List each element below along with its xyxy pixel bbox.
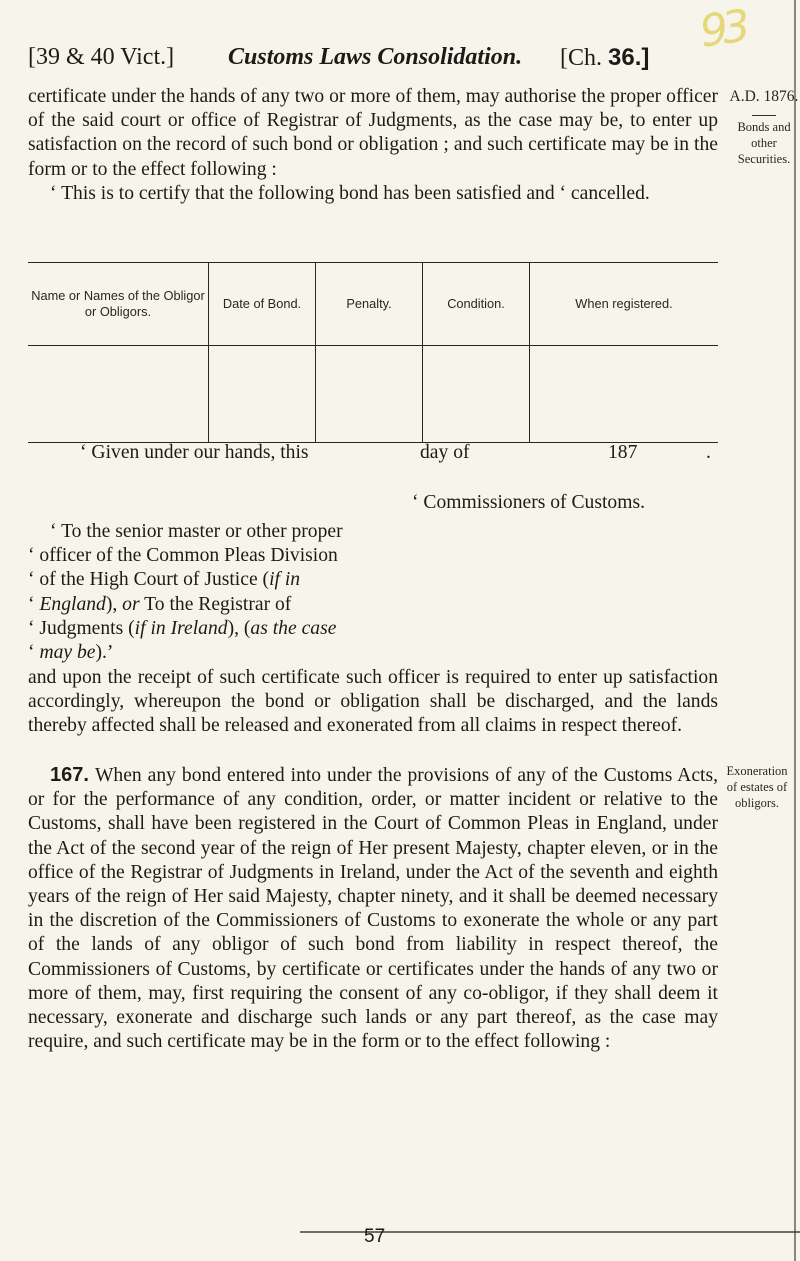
col-obligor: Name or Names of the Obligor or Obligors. (28, 263, 209, 346)
running-header (28, 44, 718, 78)
address-block: ‘ To the senior master or other proper ‘ officer of the Common Pleas Division ‘ of the High Court of Justice (if in ‘ England), or To the Registrar of ‘ Judgments (if in Ireland), (as the case ‘ may be).’ (28, 521, 343, 664)
page-number: 57 (364, 1226, 386, 1247)
chapter-number: 36.] (608, 44, 650, 71)
margin-year: A.D. 1876. (729, 88, 799, 105)
certificate-quote: ‘ This is to certify that the following bond has been satisfied and ‘ cancelled. (50, 182, 650, 204)
paragraph-satisfaction: and upon the receipt of such certificate such officer is required to enter up satisfaction accordingly, whereupon the bond or obligation shall be discharged, and the lands thereby affected shall be released and exonerated from all claims in respect thereof. (28, 667, 718, 737)
page-edge-right (794, 0, 796, 1261)
col-condition: Condition. (423, 263, 530, 346)
section-number: 167. (50, 764, 89, 786)
margin-rule (752, 115, 776, 116)
margin-note-bonds: A.D. 1876. Bonds and other Securities. (728, 85, 800, 167)
margin-note-exoneration: Exoneration of estates of obligors. (726, 764, 788, 810)
commissioners-signature: ‘ Commissioners of Customs. (412, 492, 645, 513)
col-penalty: Penalty. (316, 263, 423, 346)
paragraph-certificate: certificate under the hands of any two or more of them, may authorise the proper officer of the said court or office of Registrar of Judgments, as the case may be, to enter up satisfaction on the record of such bond or obligation ; and such certificate may be in the form or to the effect following : ‘ This is to certify that the following bond has been satisfied and ‘ cancelled. (28, 85, 718, 206)
running-title: Customs Laws Consolidation. (228, 44, 523, 70)
col-registered: When registered. (530, 263, 719, 346)
col-date: Date of Bond. (209, 263, 316, 346)
bond-table (28, 262, 718, 443)
table-row (28, 346, 718, 443)
pencil-page-mark: 93 (696, 0, 748, 58)
regnal-year: [39 & 40 Vict.] (28, 44, 175, 70)
section-167: 167. When any bond entered into under the provisions of any of the Customs Acts, or for the performance of any condition, order, or matter incident or relative to the Customs, shall have been registered in the Court of Common Pleas in England, under the Act of the second year of the reign of Her present Majesty, chapter eleven, or in the office of the Registrar of Judgments in Ireland, under the Act of the seventh and eighth years of the reign of Her said Majesty, chapter ninety, and it shall be deemed necessary in the discretion of the Commissioners of Customs to exonerate the whole or any part of the lands of any obligor of such bond from liability in respect thereof, the Commissioners of Customs, by certificate or certificates under the hands of any two or more of them, may, first requiring the consent of any co-obligor, if they shall deem it necessary, exonerate and discharge such lands or any part thereof, as the case may require, and such certificate may be in the form or to the effect following : (28, 764, 718, 1053)
chapter-ref: [Ch. 36.] (560, 44, 650, 71)
